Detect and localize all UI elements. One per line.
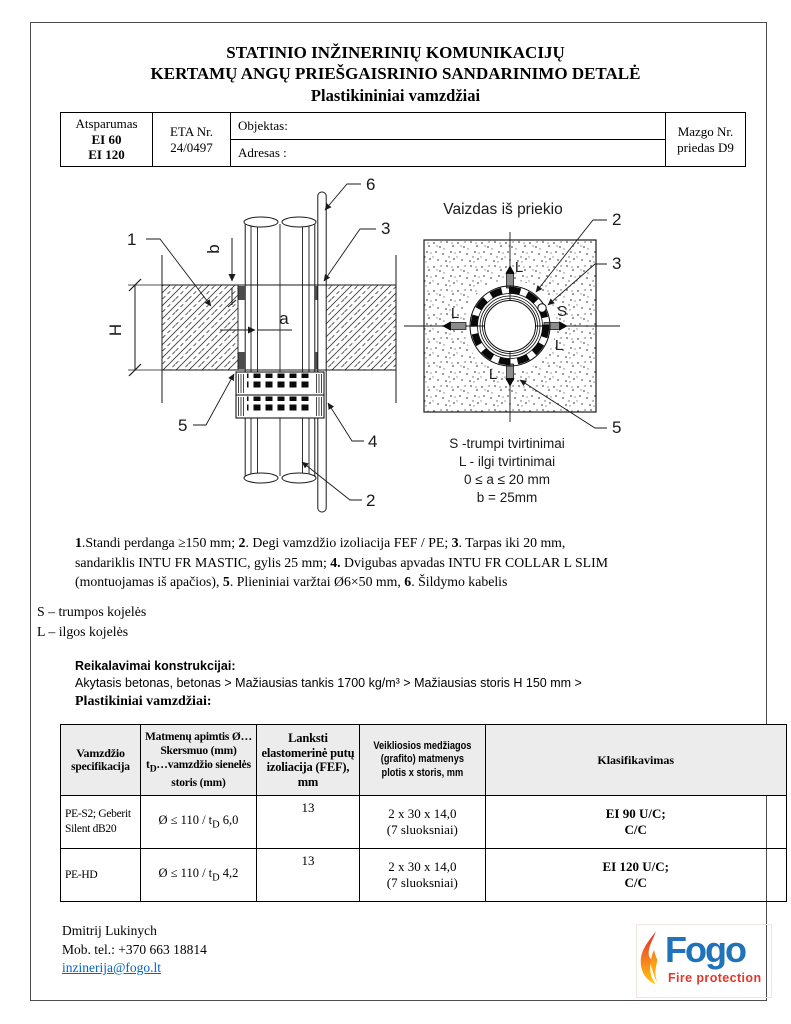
cell-fef-1: 13 (256, 796, 359, 849)
cell-fef-2: 13 (256, 849, 359, 902)
note-a-range: 0 ≤ a ≤ 20 mm (463, 472, 551, 487)
node-number-label: Mazgo Nr. (677, 124, 734, 139)
legend-num-1: 1 (75, 535, 82, 550)
legend-text-3a: . Tarpas iki 20 mm, (458, 535, 566, 550)
front-callout-2: 2 (612, 210, 622, 229)
heating-cable (318, 192, 326, 512)
fogo-logo (636, 924, 772, 998)
dim-b-label: b (204, 244, 223, 254)
note-long-fixings: L - ilgi tvirtinimai (458, 454, 556, 469)
title-line-3: Plastikininiai vamzdžiai (310, 86, 481, 105)
mark-bottom-L: L (488, 366, 498, 383)
contact-block (62, 922, 207, 978)
legend-text-1: .Standi perdanga ≥150 mm; (81, 535, 239, 550)
logo-wordmark: Fogo (665, 929, 745, 970)
contact-name: Dmitrij Lukinych (62, 923, 157, 938)
dim-a-label: a (279, 309, 289, 328)
contact-phone: Mob. tel.: +370 663 18814 (62, 941, 207, 957)
spec-row-pe-hd (61, 849, 787, 902)
cell-spec-1: PE-S2; Geberit Silent dB20 (61, 796, 141, 849)
resistance-ei60: EI 60 (91, 131, 122, 147)
object-field: Objektas: (231, 113, 665, 140)
legend-num-4: 4. (330, 554, 341, 570)
cell-class-2: EI 120 U/C; C/C (485, 849, 786, 902)
cell-active-2: 2 x 30 x 14,0 (7 sluoksniai) (359, 849, 485, 902)
node-number-value: priedas D9 (677, 139, 734, 155)
front-view-notes (449, 436, 565, 505)
callout-3: 3 (381, 219, 391, 238)
cell-dim-2: Ø ≤ $110 / t_D$ 4,2 (141, 849, 257, 902)
technical-drawing (0, 165, 791, 523)
callout-1: 1 (127, 230, 137, 249)
front-view-title: Vaizdas iš priekio (443, 201, 563, 218)
header-pipe-spec: Vamzdžio specifikacija (61, 725, 141, 796)
legend-text-3b: sandariklis INTU FR MASTIC, gylis 25 mm; (75, 554, 331, 570)
mark-left-L: L (450, 305, 460, 322)
legend-paragraph (75, 533, 720, 592)
legend-num-3: 3 (451, 535, 459, 550)
callout-6: 6 (366, 175, 376, 194)
eta-value: 24/0497 (170, 139, 213, 155)
cell-class-1: EI 90 U/C; C/C (485, 796, 786, 849)
cell-spec-2: PE-HD (61, 849, 141, 902)
logo-tagline: Fire protection (668, 971, 762, 985)
front-callout-5: 5 (612, 418, 622, 437)
mark-top-L: L (514, 259, 524, 276)
dim-H-label: H (106, 323, 125, 337)
front-view (404, 201, 621, 505)
header-active-material: Veikliosios medžiagos (grafito) matmenys plotis x storis, mm (359, 725, 485, 796)
fire-collar (236, 372, 324, 418)
legend-text-5: . Plieniniai varžtai Ø6×50 mm, (229, 574, 405, 589)
short-legs-note: S – trumpos kojelės (37, 604, 147, 619)
legend-num-5: 5 (222, 574, 230, 589)
callout-2: 2 (366, 491, 376, 510)
spec-table (60, 724, 787, 902)
spec-row-pe-s2 (61, 796, 787, 849)
callout-5: 5 (178, 416, 188, 435)
eta-label: ETA Nr. (169, 124, 213, 139)
section-view (106, 175, 396, 512)
mark-right-L: L (554, 337, 564, 354)
dimension-H (106, 279, 141, 376)
requirements-line: Akytasis betonas, betonas > Mažiausias tankis 1700 kg/m³ > Mažiausias storis H 150 mm > (75, 676, 582, 690)
legend-text-6: . Šildymo kabelis (411, 574, 508, 589)
note-short-fixings: S -trumpi tvirtinimai (449, 436, 565, 451)
title-line-2: KERTAMŲ ANGŲ PRIEŠGAISRINIO SANDARINIMO DETALĖ (150, 64, 641, 83)
requirements-heading: Reikalavimai konstrukcijai: (75, 659, 236, 673)
legend-text-4a: Dvigubas apvadas INTU FR COLLAR L SLIM (340, 554, 608, 570)
legend-num-2: 2 (238, 535, 246, 550)
note-b-value: b = 25mm (476, 490, 538, 505)
spec-table-header-row (61, 725, 787, 796)
header-table (60, 112, 746, 167)
address-field: Adresas : (238, 145, 287, 161)
cell-active-1: 2 x 30 x 14,0 (7 sluoksniai) (359, 796, 485, 849)
callout-4: 4 (368, 432, 378, 451)
document-title (0, 42, 791, 106)
header-classification: Klasifikavimas (485, 725, 786, 796)
contact-email-link[interactable]: inzinerija@fogo.lt (62, 960, 162, 975)
header-dimension-range: Matmenų apimtis Ø… Skersmuo (mm) $t_D\dots vamzdžio$ sienelės storis (mm) (141, 725, 257, 796)
object-address-cell (231, 113, 666, 166)
node-number-cell (666, 113, 745, 166)
requirements-block (75, 658, 582, 711)
title-line-1: STATINIO INŽINERINIŲ KOMUNIKACIJŲ (226, 43, 565, 62)
pipe (244, 217, 316, 483)
resistance-ei120: EI 120 (88, 147, 125, 163)
legend-text-2: . Degi vamzdžio izoliacija FEF / PE; (245, 535, 452, 550)
header-fef-insulation: Lanksti elastomerinė putų izoliacija (FEF), mm (256, 725, 359, 796)
legend-num-6: 6 (404, 574, 412, 589)
leg-notes (37, 602, 146, 642)
resistance-cell (61, 113, 153, 166)
mark-S: S (556, 303, 568, 320)
resistance-label: Atsparumas (75, 116, 138, 132)
requirements-subheading: Plastikiniai vamzdžiai: (75, 694, 212, 709)
eta-cell (153, 113, 231, 166)
long-legs-note: L – ilgos kojelės (37, 624, 129, 639)
legend-text-4b: (montuojamas iš apačios), (75, 574, 223, 589)
cell-dim-1: Ø ≤ $110 / t_D$ 6,0 (141, 796, 257, 849)
front-callout-3: 3 (612, 254, 622, 273)
